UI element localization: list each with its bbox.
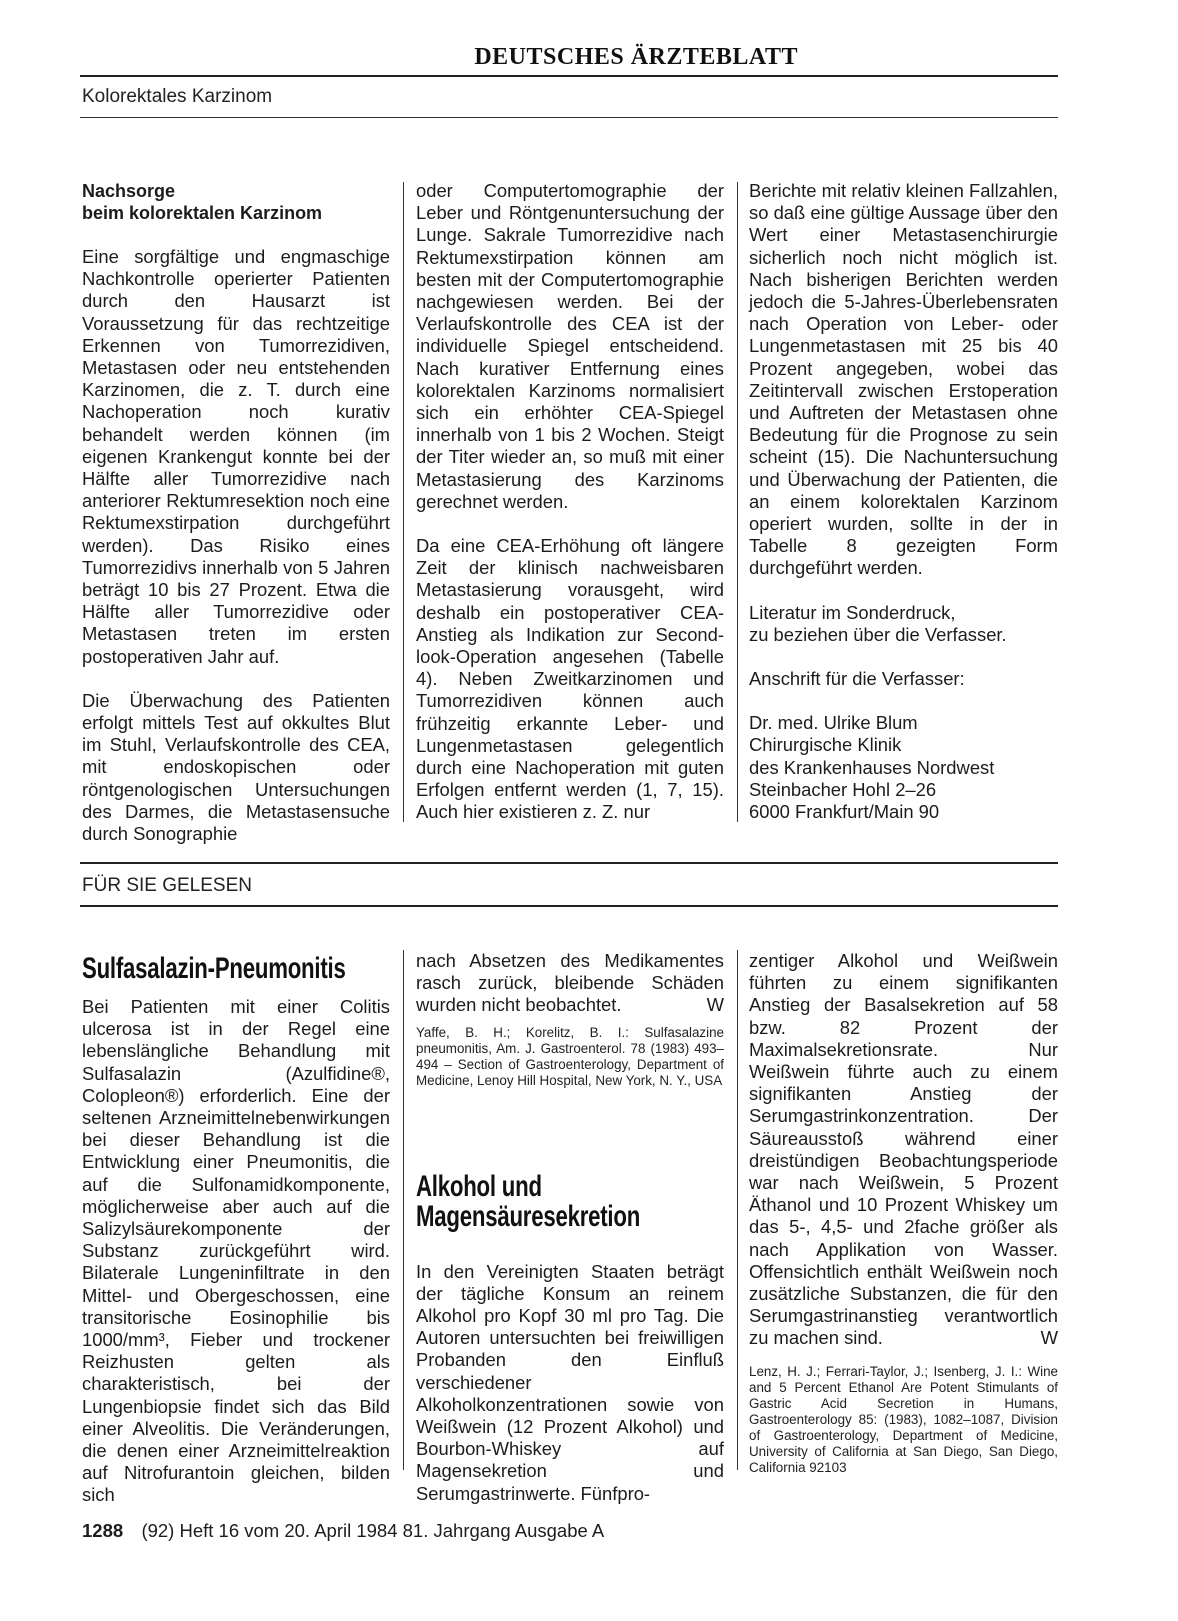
page-number: 1288 [82,1520,124,1541]
article1-paragraph: Eine sorgfältige und engmaschige Nachkontrolle operierter Patienten durch den Hausarzt ist Voraussetzung für das rechtzeitige Erkennen von Tumorrezidiven, Metastasen oder neu entstehenden Karzinomen, die z. T. durch eine Nachoperation noch kurativ behandelt werden können (im eigenen Krankengut konnte bei der Hälfte aller Tumorrezidive nach anteriorer Rektumresektion noch eine Rektumexstirpation durchgeführt werden). Das Risiko eines Tumorrezidivs innerhalb von 5 Jahren beträgt 10 bis 27 Prozent. Etwa die Hälfte aller Tumorrezidive oder Metastasen treten im ersten postoperativen Jahr auf. [82,246,390,667]
subhead-line-1: Nachsorge [82,181,176,201]
article3-paragraph: zentiger Alkohol und Weißwein führten zu einem signifikanten Anstieg der Basalsekretion auf 58 bzw. 82 Prozent der Maximalsekretionsrate. Nur Weißwein führte auch zu einem signifikanten Anstieg der Serumgastrinkonzentration. Der Säureausstoß während einer dreistündigen Beobachtungsperiode war nach Weißwein, 5 Prozent Äthanol und 10 Prozent Whiskey um das 5-, 4,5- und 2fache größer als nach Applikation von Wasser. Offensichtlich enthält Weißwein noch zusätzliche Substanzen, die für den Serumgastrinanstieg verantwortlich zu machen sind. W [749,950,1058,1349]
article1-column-1 [82,180,390,845]
masthead-rule [80,75,1058,77]
address-label: Anschrift für die Verfasser: [749,668,965,690]
article1-column-3 [749,180,1058,823]
article2-reference: Yaffe, B. H.; Korelitz, B. I.: Sulfasalazine pneumonitis, Am. J. Gastroenterol. 78 (1983) 493–494 – Section of Gastroenterology, Department of Medicine, Lenoy Hill Hospital, New York, N. Y., USA [416,1024,724,1088]
section-rule [80,905,1058,907]
article1-subhead [82,180,390,224]
article3-column-3 [749,950,1058,1498]
article2-column-2 [416,950,724,1505]
section-label-fuer-sie-gelesen: FÜR SIE GELESEN [82,875,252,896]
literature-note: Literatur im Sonderdruck, zu beziehen über die Verfasser. [749,601,1007,645]
article2-headline: Sulfasalazin-Pneumonitis [82,952,346,985]
page-footer [82,1520,604,1542]
section-title: Kolorektales Karzinom [82,86,273,107]
article1-paragraph: Da eine CEA-Erhöhung oft längere Zeit der klinisch nachweisbaren Metastasierung vorausgeht, wird deshalb ein postoperativer CEA-Anstieg als Indikation zur Second-look-Operation angesehen (Tabelle 4). Neben Zweitkarzinomen und Tumorrezidiven können auch frühzeitig erkannte Leber- und Lungenmetastasen gelegentlich durch eine Nachoperation mit guten Erfolgen entfernt werden (1, 7, 15). Auch hier existieren z. Z. nur [416,535,724,823]
article1-paragraph: Die Überwachung des Patienten erfolgt mittels Test auf okkultes Blut im Stuhl, Verlaufskontrolle des CEA, mit endoskopischen oder röntgenologischen Untersuchungen des Darmes, die Metastasensuche durch Sonographie [82,689,390,845]
author-signature: W [706,994,724,1016]
masthead: DEUTSCHES ÄRZTEBLATT [474,44,798,70]
author-address: Dr. med. Ulrike Blum Chirurgische Klinik des Krankenhauses Nordwest Steinbacher Hohl 2–26 6000 Frankfurt/Main 90 [749,712,995,823]
article1-column-2 [416,180,724,824]
author-signature: W [1040,1327,1058,1349]
article1-paragraph: oder Computertomographie der Leber und Röntgenuntersuchung der Lunge. Sakrale Tumorrezidive nach Rektumexstirpation können am besten mit der Computertomographie nachgewiesen werden. Bei der Verlaufskontrolle des CEA ist der individuelle Spiegel entscheidend. Nach kurativer Entfernung eines kolorektalen Karzinoms normalisiert sich ein erhöhter CEA-Spiegel innerhalb von 1 bis 2 Wochen. Steigt der Titer wieder an, so muß mit einer Metastasierung des Karzinoms gerechnet werden. [416,180,724,512]
article3-paragraph: In den Vereinigten Staaten beträgt der tägliche Konsum an reinem Alkohol pro Kopf 30 ml pro Tag. Die Autoren untersuchten bei freiwilligen Probanden den Einfluß verschiedener Alkoholkonzentrationen sowie von Weißwein (12 Prozent Alkohol) und Bourbon-Whiskey auf Magensekretion und Serumgastrinwerte. Fünfpro- [416,1260,724,1504]
section-rule [80,117,1058,118]
article3-reference: Lenz, H. J.; Ferrari-Taylor, J.; Isenberg, J. I.: Wine and 5 Percent Ethanol Are Potent Stimulants of Gastric Acid Secretion in Humans, Gastroenterology 85: (1983), 1082–1087, Division of Gastroenterology, Department of Medicine, University of California at San Diego, San Diego, California 92103 [749,1363,1058,1475]
column-divider [737,182,738,822]
article1-paragraph: Berichte mit relativ kleinen Fallzahlen, so daß eine gültige Aussage über den Wert einer Metastasenchirurgie sicherlich noch nicht möglich ist. Nach bisherigen Berichten werden jedoch die 5-Jahres-Überlebensraten nach Operation von Leber- oder Lungenmetastasen mit 25 bis 40 Prozent angegeben, wobei das Zeitintervall zwischen Erstoperation und Auftreten der Metastasen ohne Bedeutung für die Prognose zu sein scheint (15). Die Nachuntersuchung und Überwachung der Patienten, die an einem kolorektalen Karzinom operiert wurden, sollte in der in Tabelle 8 gezeigten Form durchgeführt werden. [749,180,1058,579]
subhead-line-2: beim kolorektalen Karzinom [82,203,323,223]
headline-line-2: Magensäuresekretion [416,1199,641,1233]
section-rule [80,862,1058,864]
article2-paragraph: nach Absetzen des Medikamentes rasch zurück, bleibende Schäden wurden nicht beobachtet. W [416,950,724,1016]
issue-info: (92) Heft 16 vom 20. April 1984 81. Jahrgang Ausgabe A [141,1520,605,1541]
column-divider [737,950,738,1470]
column-divider [403,182,404,822]
headline-line-1: Alkohol und [416,1169,542,1203]
article2-column-1 [82,996,390,1507]
article3-headline [416,1171,724,1235]
article2-paragraph: Bei Patienten mit einer Colitis ulcerosa ist in der Regel eine lebenslängliche Behandlung mit Sulfasalazin (Azulfidine®, Colopleon®) erforderlich. Eine der seltenen Arzneimittelnebenwirkungen bei dieser Behandlung ist die Entwicklung einer Pneumonitis, die auf die Sulfonamidkomponente, möglicherweise aber auch auf die Salizylsäurekomponente der Substanz zurückgeführt wird. Bilaterale Lungeninfiltrate in den Mittel- und Obergeschossen, eine transitorische Eosinophilie bis 1000/mm³, Fieber und trockener Reizhusten gelten als charakteristisch, bei der Lungenbiopsie findet sich das Bild einer Alveolitis. Die Veränderungen, die denen einer Arzneimittelreaktion auf Nitrofurantoin gleichen, bilden sich [82,996,390,1506]
column-divider [403,950,404,1470]
